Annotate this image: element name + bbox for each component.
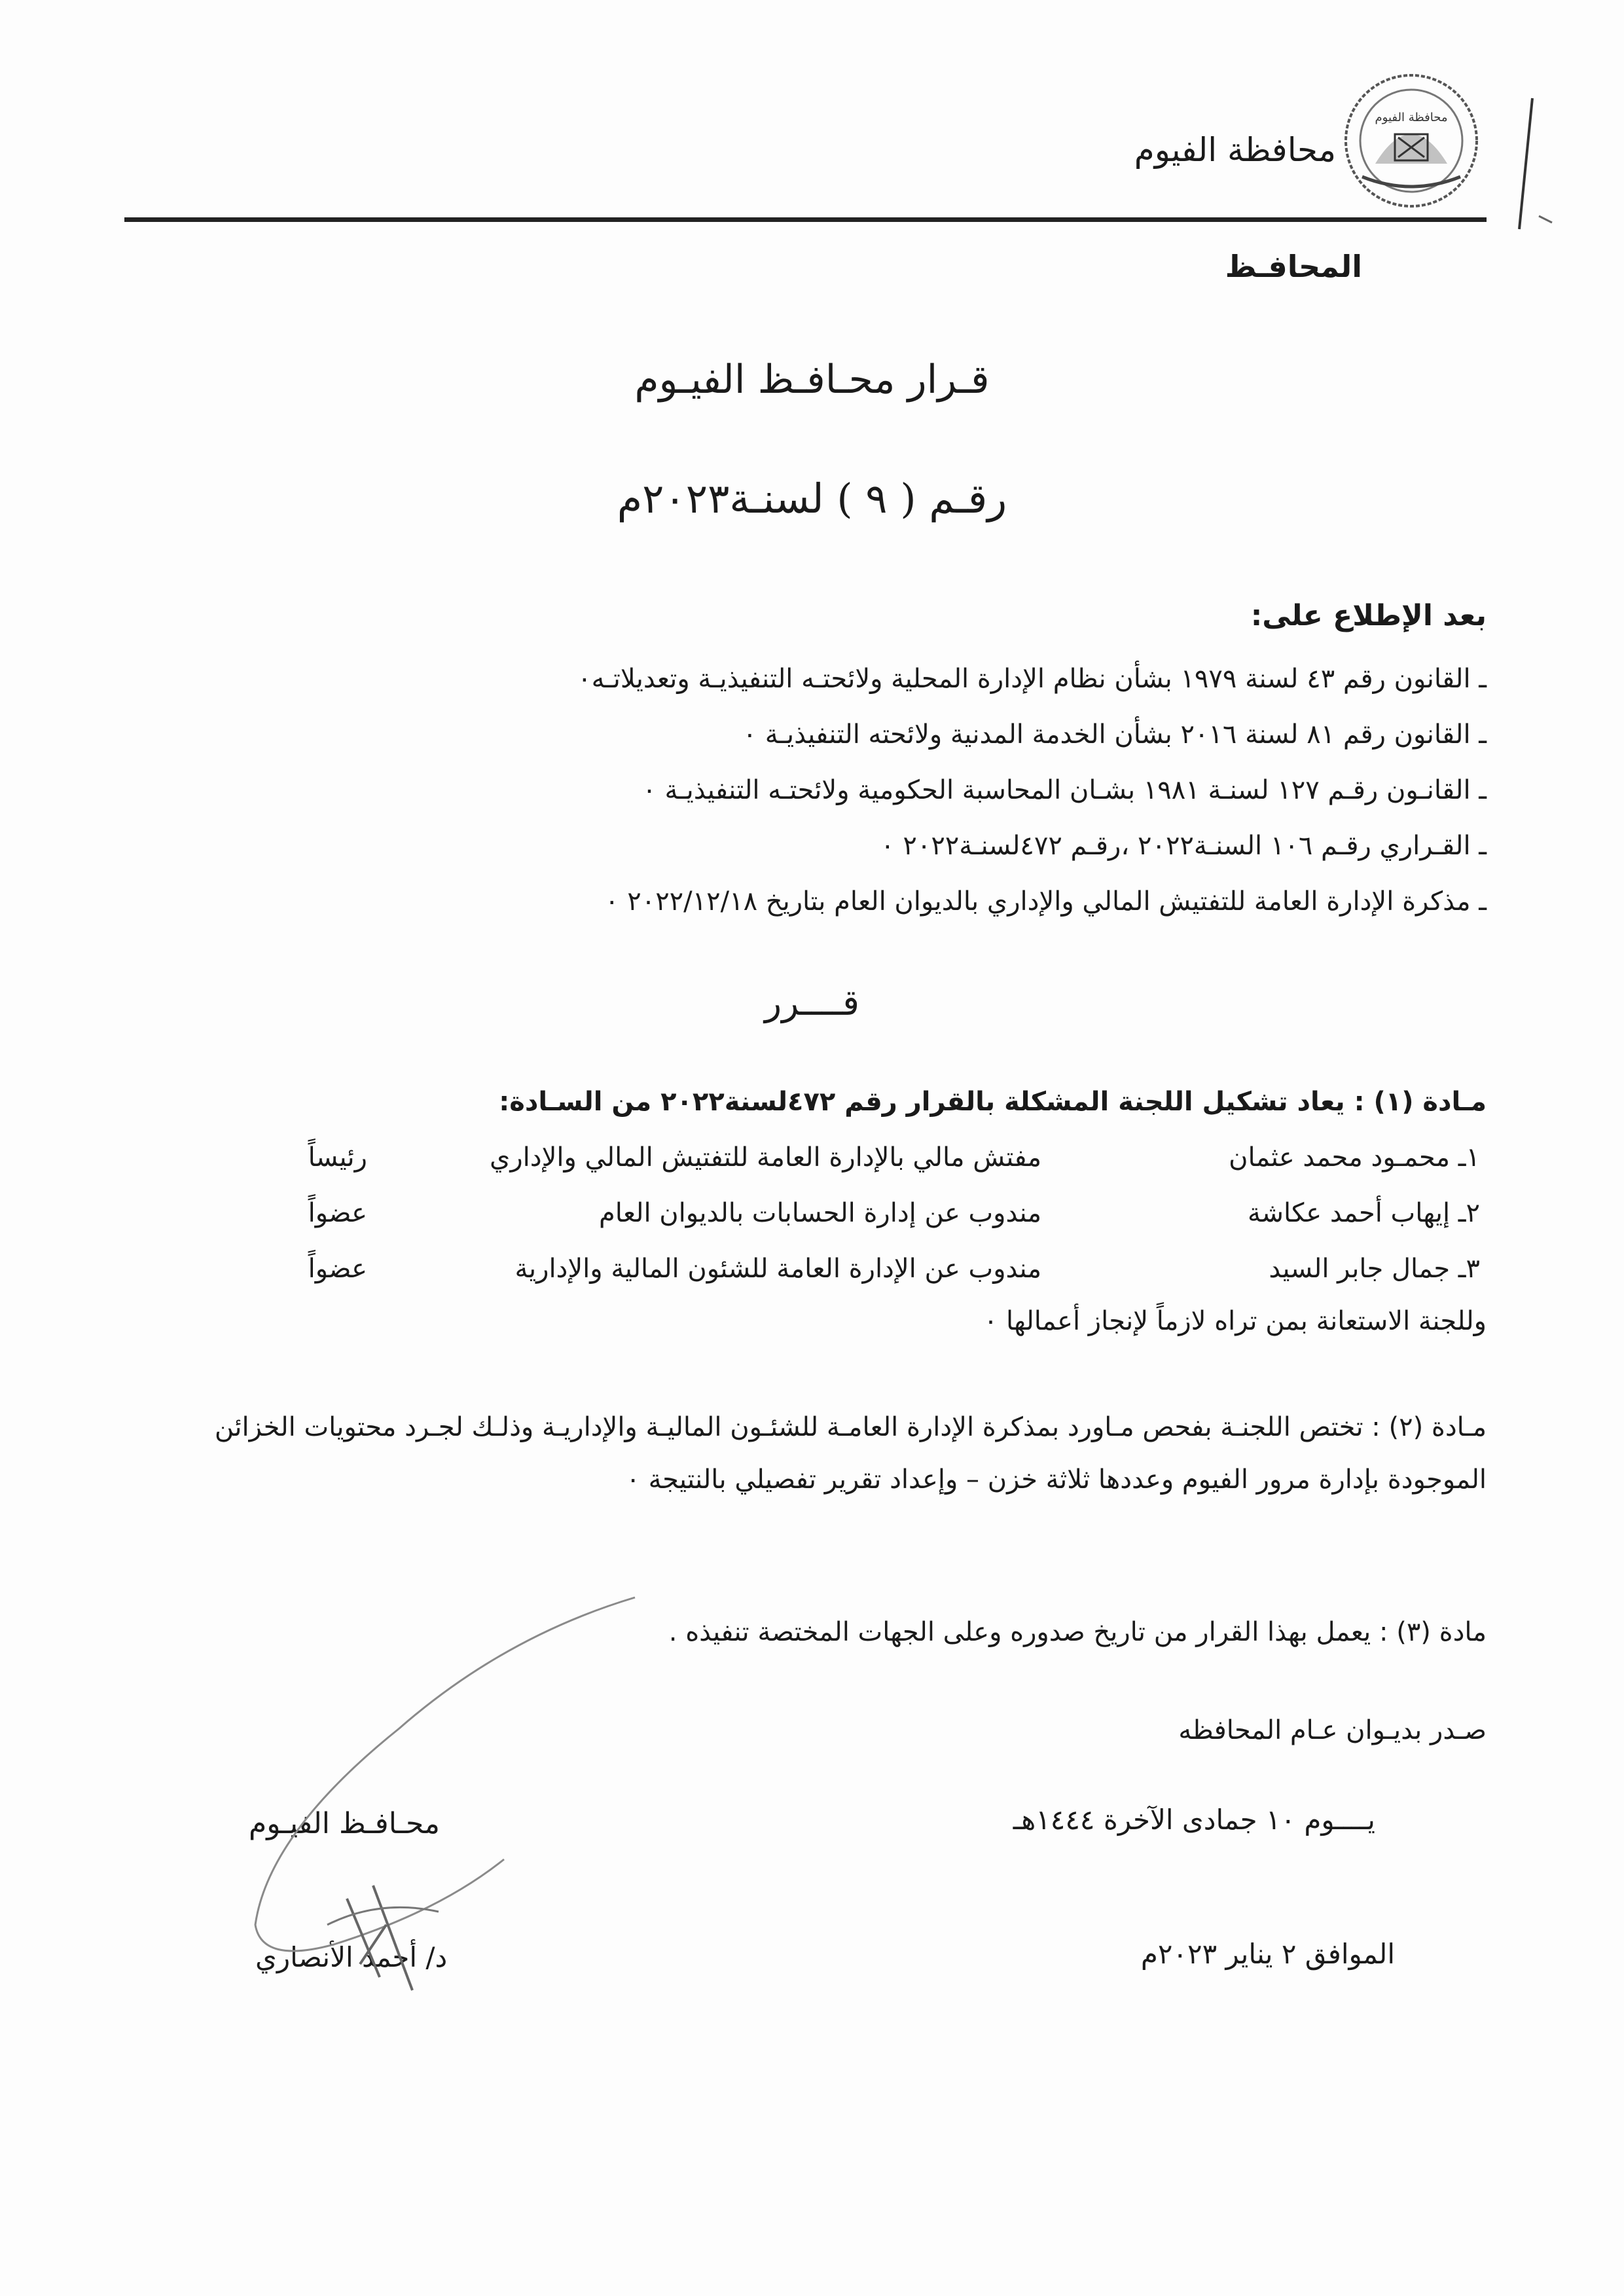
- member-role: مفتش مالي بالإدارة العامة للتفتيش المالي والإداري: [490, 1142, 1041, 1173]
- signature-stroke: [164, 1558, 753, 2016]
- hijri-date: يــــوم ١٠ جمادى الآخرة ١٤٤٤هـ: [1013, 1804, 1375, 1836]
- member-title: عضواً: [308, 1198, 367, 1228]
- preamble-heading: بعد الإطلاع على:: [1250, 599, 1487, 632]
- preamble-item: ـ القانون رقم ٨١ لسنة ٢٠١٦ بشأن الخدمة المدنية ولائحته التنفيذيـة ٠: [742, 720, 1487, 750]
- member-name: ٢ـ إيهاب أحمد عكاشة: [1248, 1198, 1480, 1228]
- signatory-title: محـافـظ الفيـوم: [249, 1807, 440, 1840]
- preamble-item: ـ مذكرة الإدارة العامة للتفتيش المالي والإداري بالديوان العام بتاريخ ٢٠٢٢/١٢/١٨ ٠: [605, 886, 1487, 917]
- article-2: مـادة (٢) : تختص اللجنـة بفحص مـاورد بمذكرة الإدارة العامـة للشئـون الماليـة والإداريـة وذلـك لجـرد محتويات الخزائن الموجودة بإدارة مرور الفيوم وعددها ثلاثة خزن – وإعداد تقرير تفصيلي بالنتيجة ٠: [214, 1412, 1487, 1495]
- member-title: رئيساً: [308, 1142, 367, 1173]
- governorate-emblem: [1336, 65, 1487, 216]
- article-3: مادة (٣) : يعمل بهذا القرار من تاريخ صدوره وعلى الجهات المختصة تنفيذه .: [668, 1617, 1487, 1647]
- article-1: مـادة (١) : يعاد تشكيل اللجنة المشكلة بالقرار رقم ٤٧٢لسنة٢٠٢٢ من السـادة:: [499, 1087, 1487, 1117]
- issued-at: صـدر بديـوان عـام المحافظه: [1178, 1715, 1487, 1745]
- decision-heading: قــــرر: [765, 982, 859, 1023]
- member-row: [138, 1254, 1480, 1306]
- committee-note: وللجنة الاستعانة بمن تراه لازماً لإنجاز أعمالها ٠: [983, 1306, 1487, 1336]
- signatory-name: د/ أحمد الأنصاري: [255, 1941, 448, 1973]
- member-title: عضواً: [308, 1254, 367, 1284]
- emblem-text: محافظة الفيوم: [1375, 111, 1448, 124]
- member-role: مندوب عن إدارة الحسابات بالديوان العام: [599, 1198, 1041, 1228]
- member-row: [138, 1142, 1480, 1195]
- preamble-list: [112, 651, 1487, 930]
- preamble-item: ـ القانـون رقـم ١٢٧ لسنـة ١٩٨١ بشـان المحاسبة الحكومية ولائحتـه التنفيذيـة ٠: [642, 775, 1487, 805]
- decree-number: رقـم ( ٩ ) لسنـة٢٠٢٣م: [617, 475, 1007, 522]
- margin-mark: [1493, 85, 1585, 242]
- governor-label: المحافـظ: [1225, 249, 1362, 284]
- decree-title: قـرار محـافـظ الفيـوم: [634, 357, 990, 403]
- member-name: ١ـ محمـود محمد عثمان: [1229, 1142, 1480, 1173]
- member-role: مندوب عن الإدارة العامة للشئون المالية والإدارية: [514, 1254, 1041, 1284]
- governorate-name: محافظة الفيوم: [1134, 131, 1336, 169]
- preamble-item: ـ القـراري رقـم ١٠٦ السنـة٢٠٢٢ ،رقـم ٤٧٢لسنـة٢٠٢٢ ٠: [880, 831, 1487, 861]
- member-name: ٣ـ جمال جابر السيد: [1269, 1254, 1480, 1284]
- gregorian-date: الموافق ٢ يناير ٢٠٢٣م: [1140, 1938, 1395, 1970]
- member-row: [138, 1198, 1480, 1250]
- header-divider: [124, 217, 1487, 222]
- preamble-item: ـ القانون رقم ٤٣ لسنة ١٩٧٩ بشأن نظام الإدارة المحلية ولائحتـه التنفيذيـة وتعديلاتـه٠: [577, 664, 1487, 694]
